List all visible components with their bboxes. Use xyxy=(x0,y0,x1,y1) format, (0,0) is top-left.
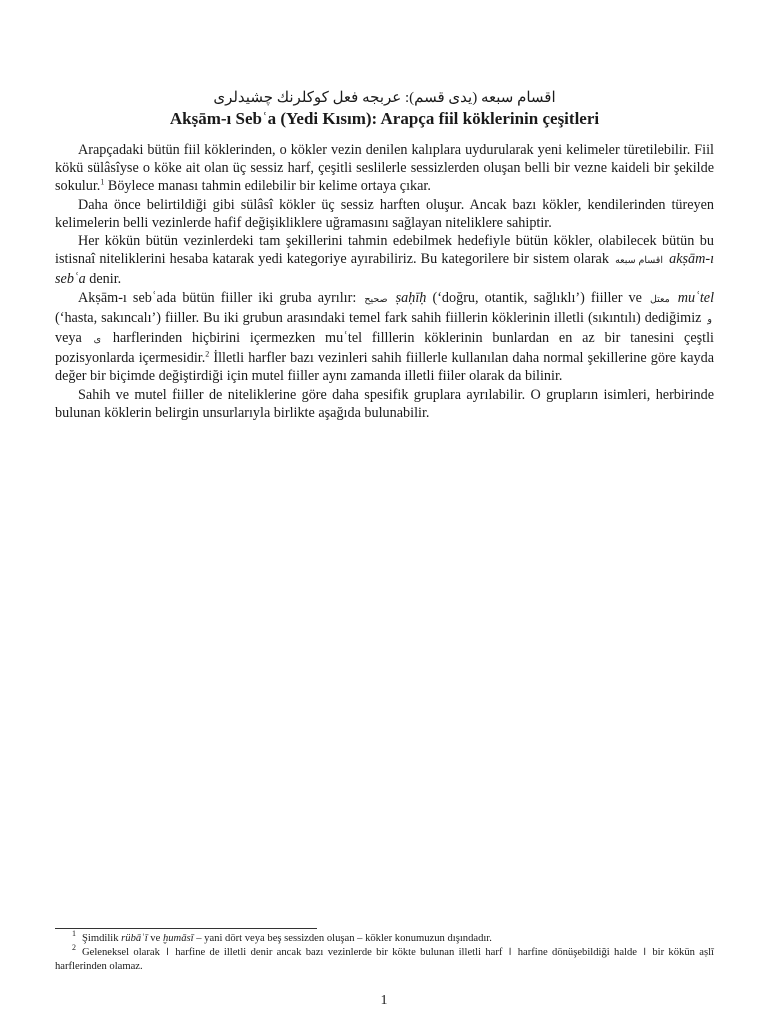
paragraph-4-text-c: (‘hasta, sakıncalı’) fiiller. Bu iki grubun arasındaki temel fark sahih fiillerin köklerinin illetli (sıkıntılı) dediğimiz xyxy=(55,309,702,326)
footnote-1-term-humasi: ḫumāsī xyxy=(162,933,194,944)
paragraph-4-text-d: veya xyxy=(55,330,82,347)
arabic-letter-elif-2: ا xyxy=(508,947,512,958)
page-number: 1 xyxy=(380,993,388,1008)
paragraph-3-text-a: Her kökün bütün vezinlerdeki tam şekillerini tahmin edebilmek hedefiyle bütün kökler, olabilecek bütün bu istisnaî niteliklerini hesaba katarak yedi kategoriye ayırabiliriz. Bu kategorilere bir sistem olarak xyxy=(55,233,714,268)
footnote-2-text-a: Geleneksel olarak xyxy=(82,946,160,958)
paragraph-1-text-a: Arapçadaki bütün fiil köklerinden, o kökler vezin denilen kalıplara uydurularak yeni kelimeler türetilebilir. Fiil kökü sülâsîyse o köke ait olan üç sessiz harf, çeşitli seslilerle sessizlerden oluşan belli bir vezne kaideli bir şekilde sokulur. xyxy=(55,142,714,195)
paragraph-4-text-b: (‘doğru, otantik, sağlıklı’) fiiller ve xyxy=(426,289,642,306)
paragraph-4 xyxy=(55,289,714,386)
paragraph-1-text-b: Böylece manası tahmin edilebilir bir kelime ortaya çıkar. xyxy=(104,178,431,195)
paragraph-2: Daha önce belirtildiği gibi sülâsî kökler üç sessiz harften oluşur. Ancak bazı kökler, kendilerinden türeyen kelimelerin belli vezinlerde hafif değişikliklere uğramasını sağlayan niteliklere sahiptir. xyxy=(55,196,714,231)
arabic-letter-ya: ى xyxy=(93,335,102,346)
footnote-2-text-c: harfine dönüşebildiği halde xyxy=(513,946,637,958)
footnote-divider xyxy=(55,928,317,929)
footnote-2-text-b: harfine de illetli denir ancak bazı vezinlerde bir kökte bulunan illetli harf xyxy=(170,946,503,958)
paragraph-5: Sahih ve mutel fiiller de niteliklerine göre daha spesifik gruplara ayrılabilir. O grupların isimleri, herbirinde bulunan köklerin belirgin unsurlarıyla birlikte aşağıda bulunabilir. xyxy=(55,386,714,421)
footnote-1-text-b: ve xyxy=(147,933,161,944)
footnote-ref-1[interactable]: 1 xyxy=(100,177,105,187)
paragraph-4-text-f: İlletli harfler bazı vezinleri sahih fiillerle kullanılan daha normal şekillerine göre kayda değer bir biçimde değiştirdiği için mutel fiiller aynı zamanda illetli fiiler olarak da bilinir. xyxy=(55,350,714,385)
arabic-term-sahih: صحيح xyxy=(364,294,388,305)
paragraph-4-text-e: harflerinden hiçbirini içermezken muʿtel filllerin köklerinin bunlardan en az bir tanesini çeştli pozisyonlarda içermesidir. xyxy=(55,330,714,367)
arabic-letter-elif-3: ا xyxy=(643,947,646,958)
footnote-ref-2[interactable]: 2 xyxy=(205,349,210,359)
footnotes xyxy=(55,928,714,974)
arabic-letter-elif-1: ا xyxy=(166,947,169,958)
footnote-1-text-a: Şimdilik xyxy=(82,933,119,944)
paragraph-4-text-a: Akṣām-ı sebʿada bütün fiiller iki gruba ayrılır: xyxy=(78,289,357,306)
title-ottoman: اقسام سبعه (يدى قسم): عربجه فعل كوكلرنك چشيدلرى xyxy=(213,90,556,106)
footnote-1-number: 1 xyxy=(72,929,76,939)
document-body xyxy=(55,88,714,422)
term-mutel: muʿtel xyxy=(677,289,715,306)
footnote-1-text-c: – yani dört veya beş sessizden oluşan – kökler konumuzun dışındadır. xyxy=(193,933,492,944)
footnote-1 xyxy=(55,929,714,946)
paragraph-3-text-b: denir. xyxy=(85,271,122,288)
arabic-letter-vav: و xyxy=(707,314,713,325)
paragraph-1 xyxy=(55,141,714,196)
arabic-term: اقسام سبعه xyxy=(615,256,663,267)
page-title: Akṣām-ı Sebʿa (Yedi Kısım): Arapça fiil köklerinin çeşitleri xyxy=(169,109,600,128)
footnote-2-number: 2 xyxy=(72,943,76,953)
footnote-2-text-d: bir kökün aṣlī harflerinden olamaz. xyxy=(55,946,714,973)
transliterated-term: akṣām-ı sebʿa xyxy=(55,251,715,288)
footnote-2 xyxy=(55,943,714,974)
paragraph-3 xyxy=(55,232,714,289)
footnote-1-term-rubai: rübāʿī xyxy=(121,933,148,944)
term-sahih: ṣaḥīḥ xyxy=(395,289,427,306)
arabic-term-mutel: معتل xyxy=(649,294,670,305)
